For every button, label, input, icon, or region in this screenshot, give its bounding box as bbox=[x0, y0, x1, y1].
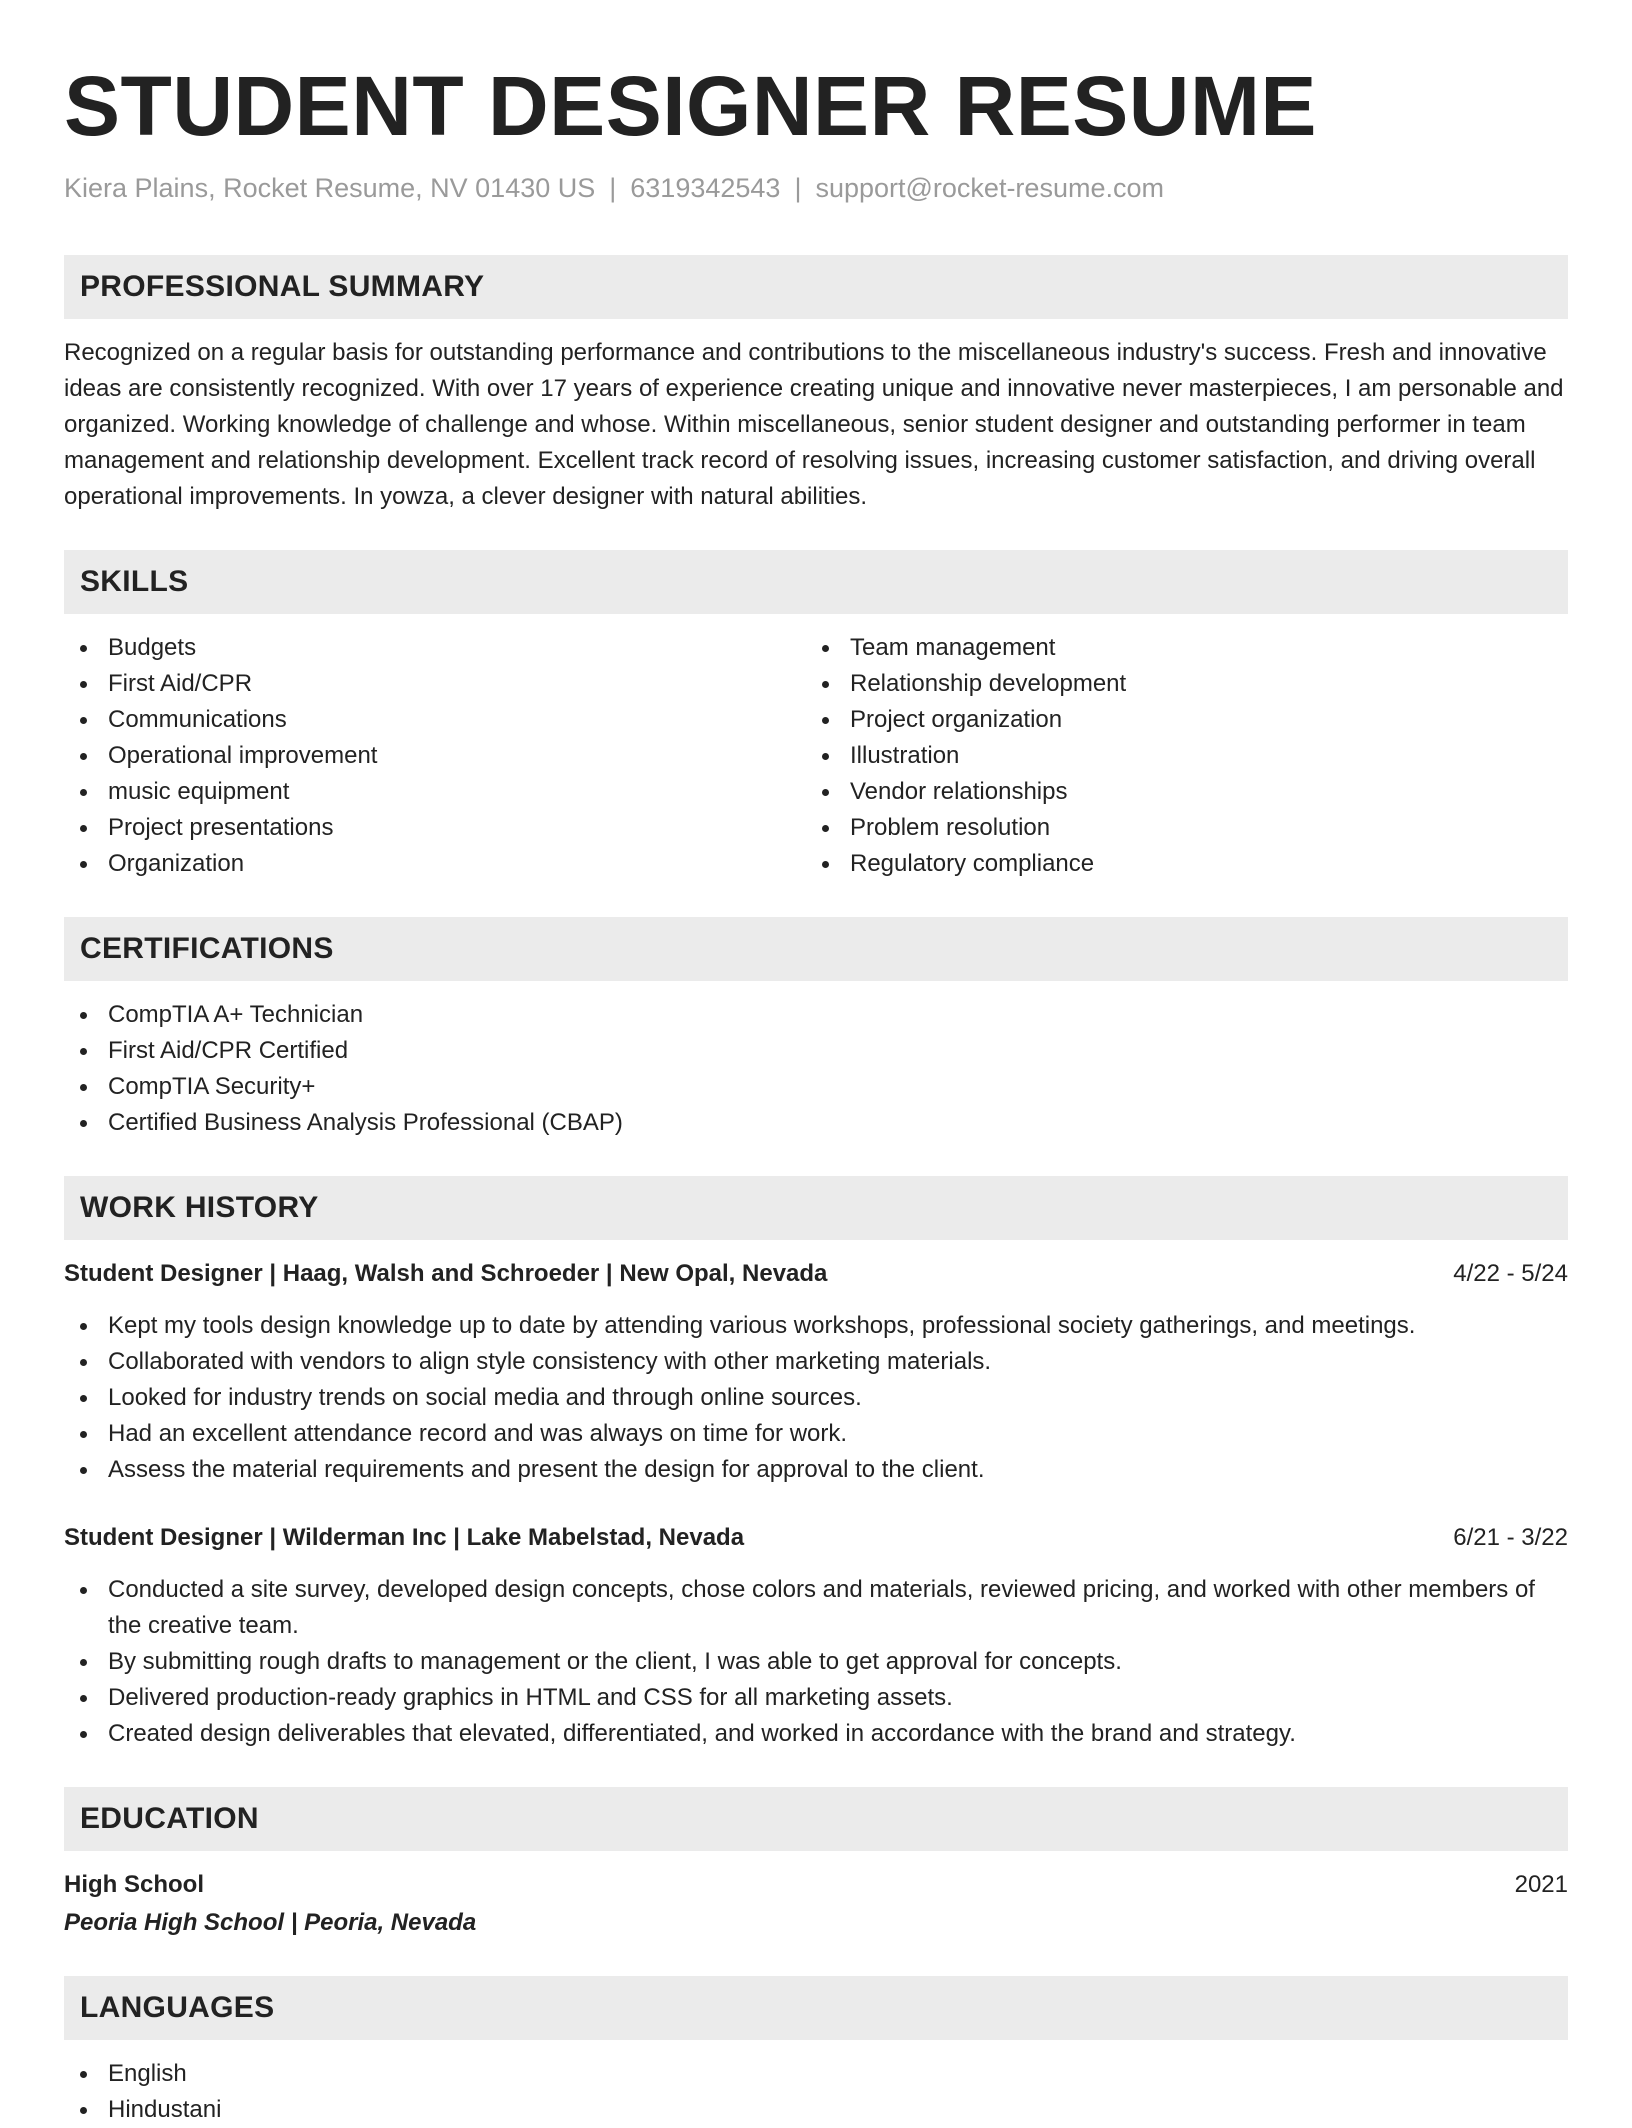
contact-separator: | bbox=[794, 173, 802, 203]
list-item: Assess the material requirements and present the design for approval to the client. bbox=[64, 1452, 1568, 1488]
certifications-list bbox=[64, 997, 1568, 1141]
contact-phone: 6319342543 bbox=[630, 173, 781, 203]
list-item: Certified Business Analysis Professional (CBAP) bbox=[64, 1105, 1568, 1141]
list-item: Team management bbox=[806, 630, 1548, 666]
list-item: Hindustani bbox=[64, 2092, 1568, 2128]
list-item: Vendor relationships bbox=[806, 774, 1548, 810]
job-header bbox=[64, 1256, 1568, 1292]
list-item: Had an excellent attendance record and was always on time for work. bbox=[64, 1416, 1568, 1452]
section-header-work-history: WORK HISTORY bbox=[64, 1176, 1568, 1240]
job-dates: 6/21 - 3/22 bbox=[1453, 1524, 1568, 1551]
job-title: Student Designer | Wilderman Inc | Lake Mabelstad, Nevada bbox=[64, 1524, 745, 1551]
job-bullets bbox=[64, 1572, 1568, 1752]
section-header-skills: SKILLS bbox=[64, 550, 1568, 614]
list-item: By submitting rough drafts to management or the client, I was able to get approval for concepts. bbox=[64, 1644, 1568, 1680]
skills-grid bbox=[64, 630, 1568, 882]
section-header-languages: LANGUAGES bbox=[64, 1976, 1568, 2040]
list-item: Organization bbox=[64, 846, 806, 882]
education-header bbox=[64, 1867, 1568, 1903]
job-entry bbox=[64, 1520, 1568, 1752]
list-item: CompTIA Security+ bbox=[64, 1069, 1568, 1105]
resume-title: STUDENT DESIGNER RESUME bbox=[64, 59, 1317, 153]
list-item: First Aid/CPR Certified bbox=[64, 1033, 1568, 1069]
summary-text: Recognized on a regular basis for outstanding performance and contributions to the miscellaneous industry's success. Fresh and innovative ideas are consistently recognized. With over 17 years of experience creating unique and innovative never masterpieces, I am personable and organized. Working knowledge of challenge and whose. Within miscellaneous, senior student designer and outstanding performer in team management and relationship development. Excellent track record of resolving issues, increasing customer satisfaction, and driving overall operational improvements. In yowza, a clever designer with natural abilities. bbox=[64, 339, 1564, 510]
job-entry bbox=[64, 1256, 1568, 1488]
job-dates: 4/22 - 5/24 bbox=[1453, 1260, 1568, 1287]
list-item: music equipment bbox=[64, 774, 806, 810]
list-item: Conducted a site survey, developed design concepts, chose colors and materials, reviewed pricing, and worked with other members of the creative team. bbox=[64, 1572, 1568, 1644]
list-item: Problem resolution bbox=[806, 810, 1548, 846]
list-item: Collaborated with vendors to align style consistency with other marketing materials. bbox=[64, 1344, 1568, 1380]
list-item: Relationship development bbox=[806, 666, 1548, 702]
list-item: Communications bbox=[64, 702, 806, 738]
list-item: Operational improvement bbox=[64, 738, 806, 774]
list-item: Illustration bbox=[806, 738, 1548, 774]
contact-email: support@rocket-resume.com bbox=[815, 173, 1164, 203]
job-bullets bbox=[64, 1308, 1568, 1488]
list-item: Looked for industry trends on social media and through online sources. bbox=[64, 1380, 1568, 1416]
education-year: 2021 bbox=[1514, 1871, 1568, 1898]
list-item: Project presentations bbox=[64, 810, 806, 846]
list-item: First Aid/CPR bbox=[64, 666, 806, 702]
list-item: Budgets bbox=[64, 630, 806, 666]
section-header-summary: PROFESSIONAL SUMMARY bbox=[64, 255, 1568, 319]
list-item: Project organization bbox=[806, 702, 1548, 738]
list-item: Created design deliverables that elevated, differentiated, and worked in accordance with the brand and strategy. bbox=[64, 1716, 1568, 1752]
job-title: Student Designer | Haag, Walsh and Schroeder | New Opal, Nevada bbox=[64, 1260, 828, 1287]
education-degree: High School bbox=[64, 1871, 204, 1898]
contact-address: Kiera Plains, Rocket Resume, NV 01430 US bbox=[64, 173, 596, 203]
list-item: Kept my tools design knowledge up to date by attending various workshops, professional society gatherings, and meetings. bbox=[64, 1308, 1568, 1344]
list-item: English bbox=[64, 2056, 1568, 2092]
job-header bbox=[64, 1520, 1568, 1556]
list-item: Regulatory compliance bbox=[806, 846, 1548, 882]
skills-list-left bbox=[64, 630, 806, 882]
languages-list bbox=[64, 2056, 1568, 2128]
resume-page bbox=[64, 0, 1568, 2128]
contact-line bbox=[64, 170, 1568, 206]
education-school: Peoria High School | Peoria, Nevada bbox=[64, 1909, 477, 1936]
list-item: CompTIA A+ Technician bbox=[64, 997, 1568, 1033]
contact-separator: | bbox=[609, 173, 617, 203]
section-header-education: EDUCATION bbox=[64, 1787, 1568, 1851]
section-header-certifications: CERTIFICATIONS bbox=[64, 917, 1568, 981]
skills-list-right bbox=[806, 630, 1548, 882]
list-item: Delivered production-ready graphics in HTML and CSS for all marketing assets. bbox=[64, 1680, 1568, 1716]
